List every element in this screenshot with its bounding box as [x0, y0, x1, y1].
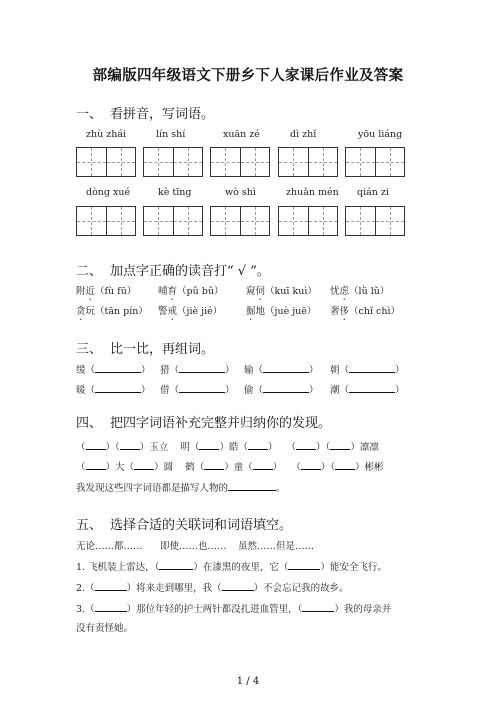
- writing-grid[interactable]: [345, 147, 405, 177]
- idiom-summary: 我发现这些四字词语都是描写人物的 。: [76, 483, 286, 494]
- writing-grid[interactable]: [143, 206, 203, 236]
- writing-grid[interactable]: [210, 147, 270, 177]
- section-3-number: 三、: [76, 342, 103, 357]
- writing-grid[interactable]: [143, 147, 203, 177]
- reading-item: 窥伺（kuī kuì）: [246, 286, 317, 297]
- section-5-title: 选择合适的关联词和词语填空。: [110, 518, 293, 533]
- reading-item: 忧虑（lǜ lǔ）: [330, 286, 390, 297]
- pinyin-7: kè tīng: [158, 187, 192, 198]
- writing-grid[interactable]: [210, 206, 270, 236]
- section-2-title: 加点字正确的读音打“ √ ”。: [110, 264, 270, 279]
- option-1: 无论……都……: [76, 541, 143, 552]
- section-5-heading: [76, 514, 292, 533]
- compare-item: 潮（ ）: [330, 385, 405, 396]
- compare-item: 朝（ ）: [330, 365, 405, 376]
- section-3-heading: [76, 338, 214, 357]
- section-4-title: 把四字词语补充完整并归纳你的发现。: [110, 416, 332, 431]
- reading-item: 附近（fù fū）: [76, 286, 137, 297]
- section-2-number: 二、: [76, 264, 103, 279]
- compare-item: 借（ ）: [160, 385, 235, 396]
- section-4-number: 四、: [76, 416, 103, 431]
- idiom-row-1: （ ）（ ）玉立 明（ ）皓（ ） （ ）（ ）凛凛: [76, 442, 379, 453]
- pinyin-1: zhù zhái: [86, 129, 127, 140]
- reading-item: 警戒（jiè jié）: [158, 306, 223, 317]
- reading-item: 哺育（pǔ bǔ）: [158, 286, 224, 297]
- compare-item: 缓（ ）: [76, 365, 151, 376]
- compare-item: 猎（ ）: [160, 365, 235, 376]
- pinyin-6: dòng xué: [86, 187, 131, 198]
- writing-grid[interactable]: [76, 206, 136, 236]
- compare-item: 暖（ ）: [76, 385, 151, 396]
- idiom-row-2: （ ）大（ ）圆 鹤（ ）童（ ） （ ）（ ）彬彬: [76, 462, 384, 473]
- question-1: 1. 飞机装上雷达，（ ）在漆黑的夜里，它（ ）能安全飞行。: [76, 562, 387, 573]
- section-5-number: 五、: [76, 518, 103, 533]
- section-1-title: 看拼音，写词语。: [110, 107, 215, 122]
- reading-item: 掘地（juè juē）: [246, 306, 317, 317]
- option-3: 虽然……但是……: [238, 541, 315, 552]
- compare-item: 偷（ ）: [244, 385, 319, 396]
- reading-item: 奢侈（chǐ chì）: [330, 306, 401, 317]
- pinyin-2: lín shí: [156, 129, 186, 140]
- section-1-number: 一、: [76, 107, 103, 122]
- question-2: 2.（ ）将来走到哪里，我（ ）不会忘记我的故乡。: [76, 583, 349, 594]
- reading-item: 贪玩（tān pín）: [76, 306, 148, 317]
- question-3: 3.（ ）那位年轻的护士两针都没扎进血管里，（ ）我的母亲并: [76, 604, 392, 615]
- writing-grid[interactable]: [76, 147, 136, 177]
- pinyin-8: wò shì: [225, 187, 256, 198]
- option-2: 即使……也……: [160, 541, 227, 552]
- writing-grid[interactable]: [345, 206, 405, 236]
- compare-item: 输（ ）: [244, 365, 319, 376]
- pinyin-9: zhuǎn mén: [286, 187, 339, 198]
- section-2-heading: [76, 260, 270, 279]
- question-3-cont: 没有责怪她。: [76, 623, 134, 634]
- writing-grid[interactable]: [278, 206, 338, 236]
- section-1-heading: [76, 103, 214, 122]
- document-title: 部编版四年级语文下册乡下人家课后作业及答案: [92, 67, 404, 84]
- page-number: 1 / 4: [236, 676, 260, 687]
- pinyin-5: yōu liáng: [358, 129, 403, 140]
- pinyin-3: xuān zé: [223, 129, 260, 140]
- section-4-heading: [76, 412, 331, 431]
- pinyin-4: dì zhǐ: [290, 129, 317, 140]
- writing-grid[interactable]: [278, 147, 338, 177]
- pinyin-10: qián zi: [357, 187, 389, 198]
- section-3-title: 比一比，再组词。: [110, 342, 215, 357]
